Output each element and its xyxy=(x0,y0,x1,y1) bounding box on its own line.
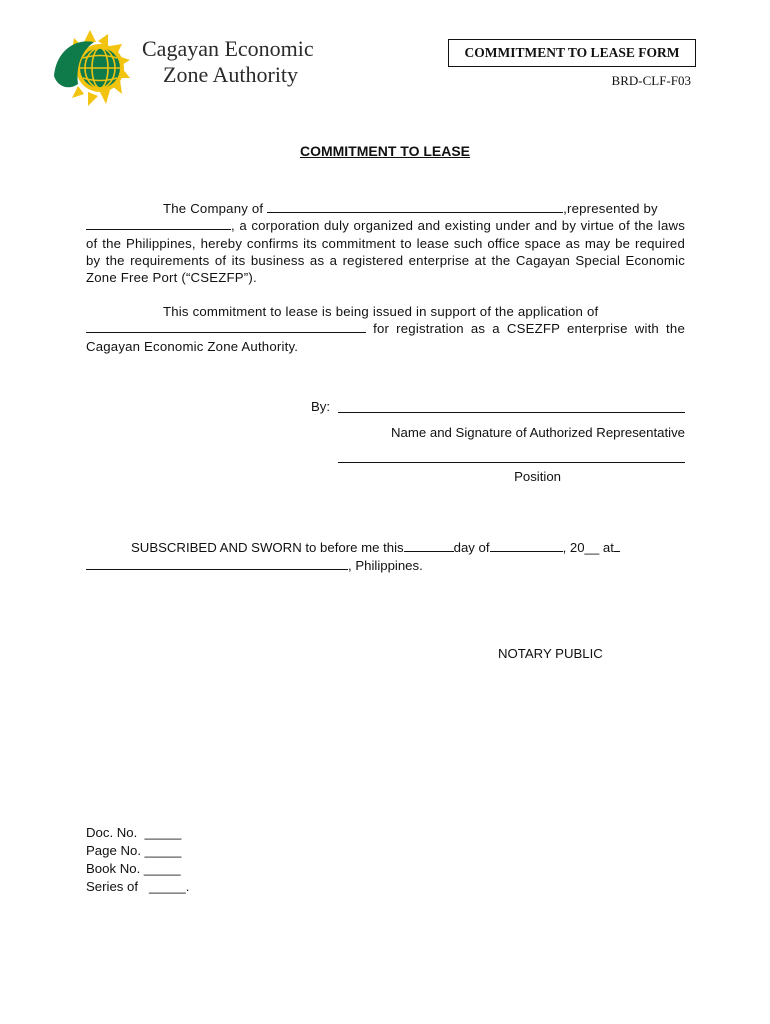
para1-text-c: , a corporation duly organized and existing under and by virtue of the laws of the Philippines, hereby confirms its commitment to lease such office space as may be required by the requirements of its business as a registered enterprise at the Cagayan Special Economic Zone Free Port (“CSEZFP”). xyxy=(86,218,685,286)
by-label: By: xyxy=(311,399,331,414)
paragraph-company-commitment xyxy=(86,200,685,286)
place-blank-start[interactable] xyxy=(614,539,620,552)
document-title: COMMITMENT TO LEASE xyxy=(299,143,471,159)
paragraph-application-support xyxy=(86,303,685,355)
para2-text-a: This commitment to lease is being issued in support of the application of xyxy=(163,304,599,319)
signature-caption: Name and Signature of Authorized Representative xyxy=(391,425,685,440)
signature-line[interactable] xyxy=(338,412,685,413)
jurat-text-d: , Philippines. xyxy=(348,558,423,573)
doc-no: Doc. No. _____ xyxy=(86,825,182,840)
notary-public-label: NOTARY PUBLIC xyxy=(498,646,603,661)
position-line[interactable] xyxy=(338,462,685,463)
para1-text-a: The Company of xyxy=(163,201,268,216)
representative-blank[interactable] xyxy=(86,217,231,230)
month-blank[interactable] xyxy=(490,539,563,552)
form-code: BRD-CLF-F03 xyxy=(611,73,691,88)
org-name-line2: Zone Authority xyxy=(163,62,299,87)
place-blank[interactable] xyxy=(86,557,348,570)
company-name-blank[interactable] xyxy=(267,200,563,213)
para1-text-b: ,represented by xyxy=(563,201,658,216)
jurat-text-b: day of xyxy=(453,540,490,555)
page-no: Page No. _____ xyxy=(86,843,182,858)
position-caption: Position xyxy=(514,469,561,484)
form-title-box xyxy=(448,39,696,67)
day-blank[interactable] xyxy=(404,539,454,552)
jurat-text-a: SUBSCRIBED AND SWORN to before me this xyxy=(131,540,404,555)
applicant-name-blank[interactable] xyxy=(86,320,366,333)
notarial-register-block xyxy=(86,824,189,896)
form-title: COMMITMENT TO LEASE FORM xyxy=(464,45,680,60)
jurat-paragraph xyxy=(86,539,686,575)
org-name-line1: Cagayan Economic xyxy=(142,36,314,61)
para2-text-b: for registration as a CSEZFP enterprise with the Cagayan Economic Zone Authority. xyxy=(86,321,685,354)
ceza-globe-sun-logo-icon xyxy=(50,28,134,106)
jurat-text-c: , 20__ at xyxy=(562,540,614,555)
book-no: Book No. _____ xyxy=(86,861,181,876)
series-of: Series of _____. xyxy=(86,879,190,894)
